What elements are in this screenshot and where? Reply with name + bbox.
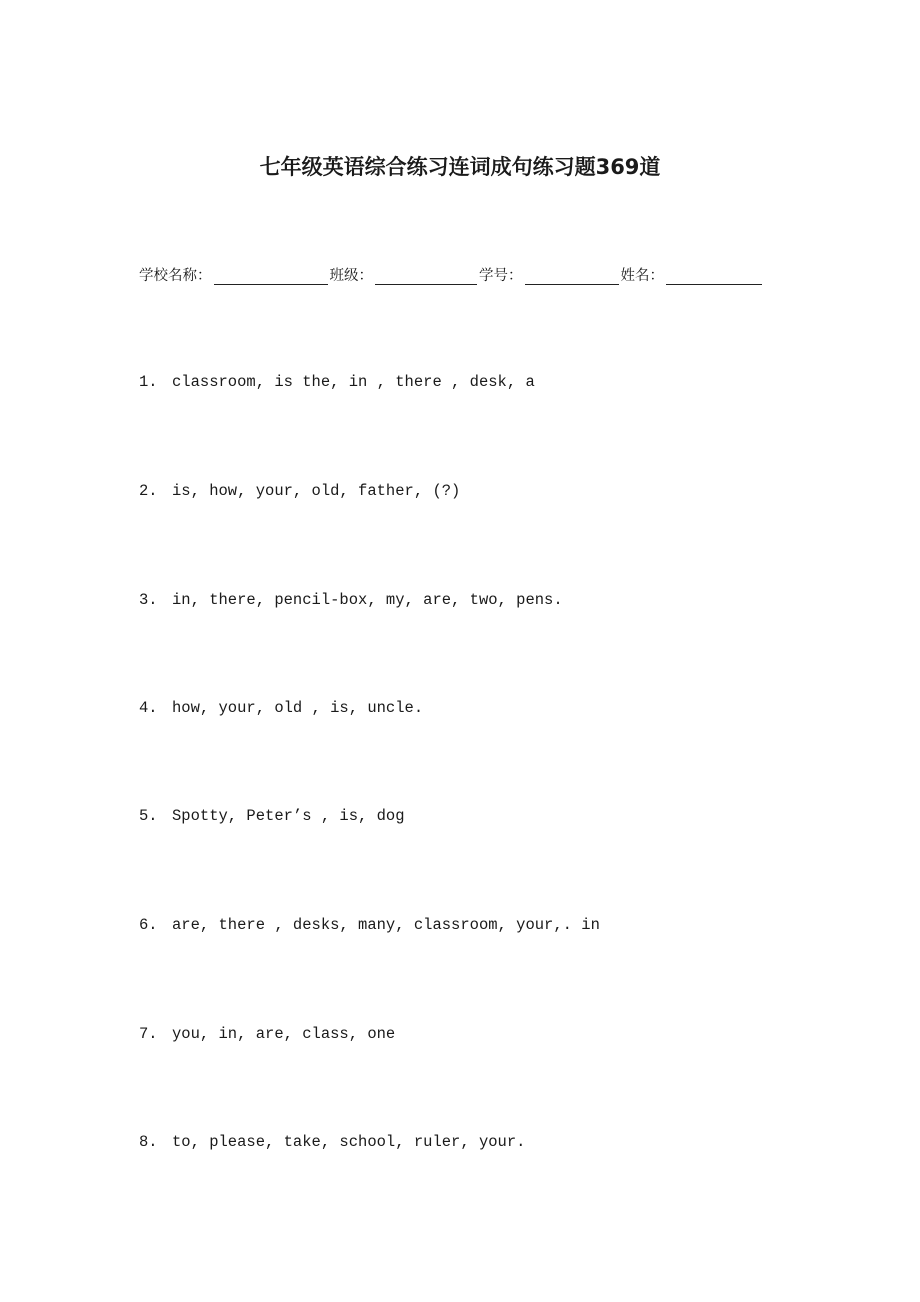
question-4: [139, 699, 423, 717]
question-3: [139, 591, 563, 609]
question-text: are, there , desks, many, classroom, your,. in: [172, 916, 600, 934]
question-text: classroom, is the, in , there , desk, a: [172, 373, 535, 391]
question-7: [139, 1025, 395, 1043]
student-info-line: [139, 264, 764, 285]
question-number: 4.: [139, 699, 158, 717]
question-8: [139, 1133, 525, 1151]
question-text: to, please, take, school, ruler, your.: [172, 1133, 526, 1151]
school-label: 学校名称：: [139, 268, 212, 284]
class-label: 班级：: [329, 268, 373, 284]
student-no-blank[interactable]: [525, 268, 619, 285]
question-text: you, in, are, class, one: [172, 1025, 396, 1043]
question-text: in, there, pencil-box, my, are, two, pens.: [172, 591, 563, 609]
page-title: 七年级英语综合练习连词成句练习题369道: [259, 155, 661, 179]
question-number: 7.: [139, 1025, 158, 1043]
school-blank[interactable]: [214, 268, 328, 285]
question-number: 5.: [139, 807, 158, 825]
question-number: 2.: [139, 482, 158, 500]
question-number: 8.: [139, 1133, 158, 1151]
question-text: Spotty, Peter’s , is, dog: [172, 807, 405, 825]
class-blank[interactable]: [375, 268, 477, 285]
question-number: 3.: [139, 591, 158, 609]
name-label: 姓名：: [620, 268, 664, 284]
question-number: 1.: [139, 373, 158, 391]
question-text: how, your, old , is, uncle.: [172, 699, 424, 717]
question-2: [139, 482, 460, 500]
name-blank[interactable]: [666, 268, 762, 285]
question-text: is, how, your, old, father, (?): [172, 482, 461, 500]
question-1: [139, 373, 535, 391]
question-5: [139, 807, 405, 825]
student-no-label: 学号：: [479, 268, 523, 284]
question-number: 6.: [139, 916, 158, 934]
question-6: [139, 916, 600, 934]
